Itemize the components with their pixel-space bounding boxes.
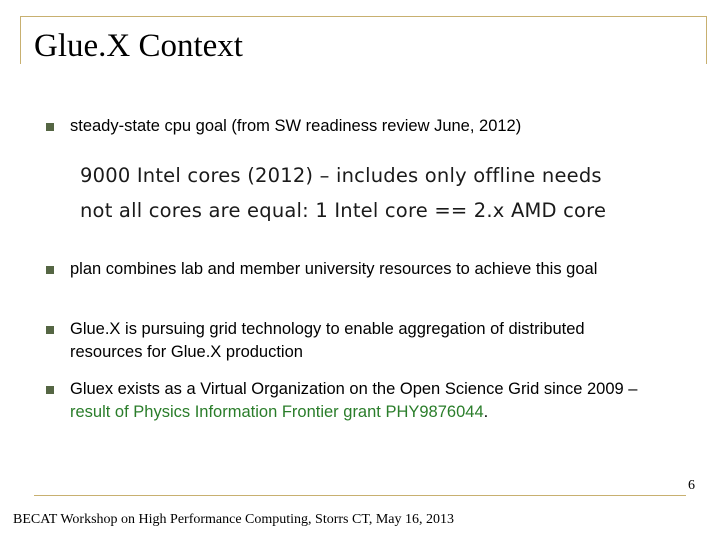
grant-reference: result of Physics Information Frontier grant PHY9876044 [70, 403, 484, 421]
title-frame-right [706, 16, 707, 64]
footer-divider [34, 495, 686, 496]
title-frame-top [20, 16, 707, 17]
page-number: 6 [688, 478, 695, 493]
bullet-marker [46, 386, 54, 394]
bullet-marker [46, 326, 54, 334]
footer-text: BECAT Workshop on High Performance Computing, Storrs CT, May 16, 2013 [13, 512, 455, 527]
bullet-text: steady-state cpu goal (from SW readiness review June, 2012) [70, 117, 522, 135]
bullet-text-end: . [483, 403, 489, 421]
bullet-text: Glue.X is pursuing grid technology to enable aggregation of distributed resources for Glue.X production [70, 320, 585, 361]
handwritten-note: 9000 Intel cores (2012) – includes only offline needs [80, 164, 602, 187]
bullet-text-group [70, 378, 655, 424]
bullet-marker [46, 123, 54, 131]
title-frame-left [20, 16, 21, 64]
slide-title: Glue.X Context [34, 28, 243, 64]
bullet-text: plan combines lab and member university resources to achieve this goal [70, 260, 598, 278]
bullet-marker [46, 266, 54, 274]
handwritten-note: not all cores are equal: 1 Intel core == 2.x AMD core [80, 199, 607, 222]
bullet-text: Gluex exists as a Virtual Organization on the Open Science Grid since 2009 – [70, 380, 638, 398]
